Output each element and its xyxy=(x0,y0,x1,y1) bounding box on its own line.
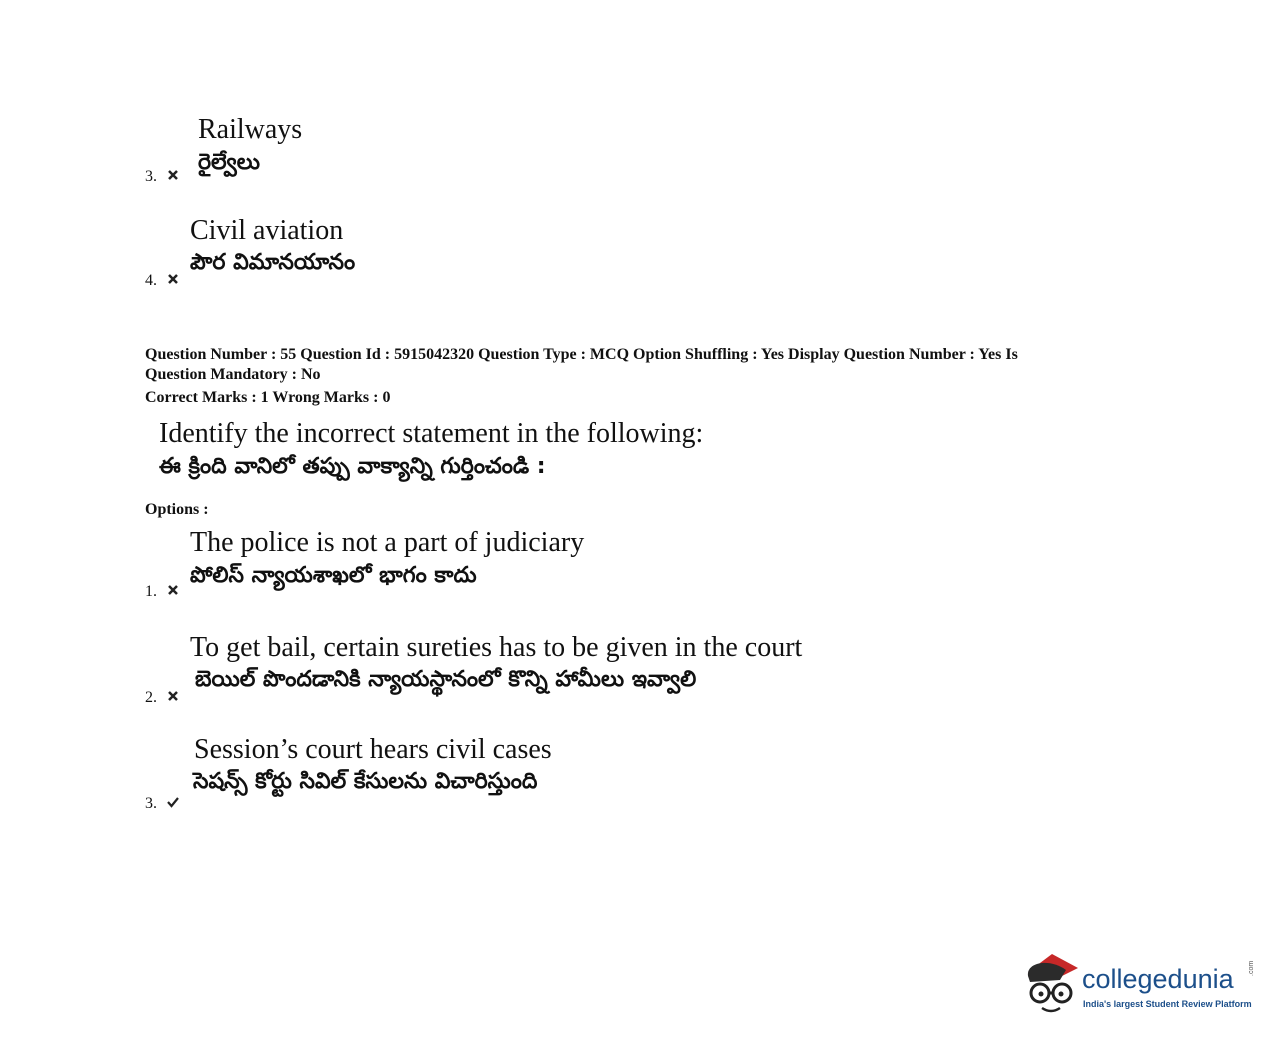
option-3-telugu: సెషన్స్ కోర్టు సివిల్ కేసులను విచారిస్తుంది xyxy=(193,769,538,794)
option-number: 2. xyxy=(145,689,157,706)
option-3-english: Session’s court hears civil cases xyxy=(194,734,552,765)
prev-option-3-english: Railways xyxy=(198,114,303,145)
option-number: 1. xyxy=(145,583,157,600)
logo-name: collegedunia xyxy=(1082,964,1234,994)
logo-tagline: India's largest Student Review Platform xyxy=(1083,999,1252,1009)
cross-icon xyxy=(167,169,179,181)
option-number: 3. xyxy=(145,168,157,185)
option-number: 4. xyxy=(145,272,157,289)
question-text-telugu: ఈ క్రింది వానిలో తప్పు వాక్యాన్ని గుర్తించండి : xyxy=(159,454,546,479)
question-text-english: Identify the incorrect statement in the following: xyxy=(159,418,704,449)
option-1-marker xyxy=(145,583,179,601)
prev-option-4-english: Civil aviation xyxy=(190,215,344,246)
option-1-telugu: పోలిస్ న్యాయశాఖలో భాగం కాదు xyxy=(190,563,477,588)
prev-option-3-telugu: రైల్వేలు xyxy=(198,150,260,175)
cross-icon xyxy=(167,273,179,285)
checkmark-icon xyxy=(167,796,179,808)
cross-icon xyxy=(167,584,179,596)
option-1-english: The police is not a part of judiciary xyxy=(190,527,585,558)
collegedunia-logo xyxy=(1020,950,1260,1020)
cross-icon xyxy=(167,690,179,702)
prev-option-3-marker xyxy=(145,168,179,186)
question-meta-line2: Question Mandatory : No xyxy=(145,366,321,383)
question-marks: Correct Marks : 1 Wrong Marks : 0 xyxy=(145,389,391,406)
prev-option-4-marker xyxy=(145,272,179,290)
question-meta xyxy=(145,345,1145,408)
logo-suffix: .com xyxy=(1248,960,1255,976)
logo-wordmark xyxy=(1082,964,1234,994)
option-number: 3. xyxy=(145,795,157,812)
question-meta-line1: Question Number : 55 Question Id : 5915042320 Question Type : MCQ Option Shuffling : Yes Display Question Number : Yes Is xyxy=(145,346,1018,363)
option-2-marker xyxy=(145,689,179,707)
option-2-english: To get bail, certain sureties has to be given in the court xyxy=(190,632,803,663)
options-label: Options : xyxy=(145,501,209,518)
mascot-icon xyxy=(1020,950,1082,1020)
option-2-telugu: బెయిల్ పొందడానికి న్యాయస్థానంలో కొన్ని హామీలు ఇవ్వాలి xyxy=(195,667,697,692)
option-3-marker xyxy=(145,795,179,813)
prev-option-4-telugu: పౌర విమానయానం xyxy=(190,250,356,275)
